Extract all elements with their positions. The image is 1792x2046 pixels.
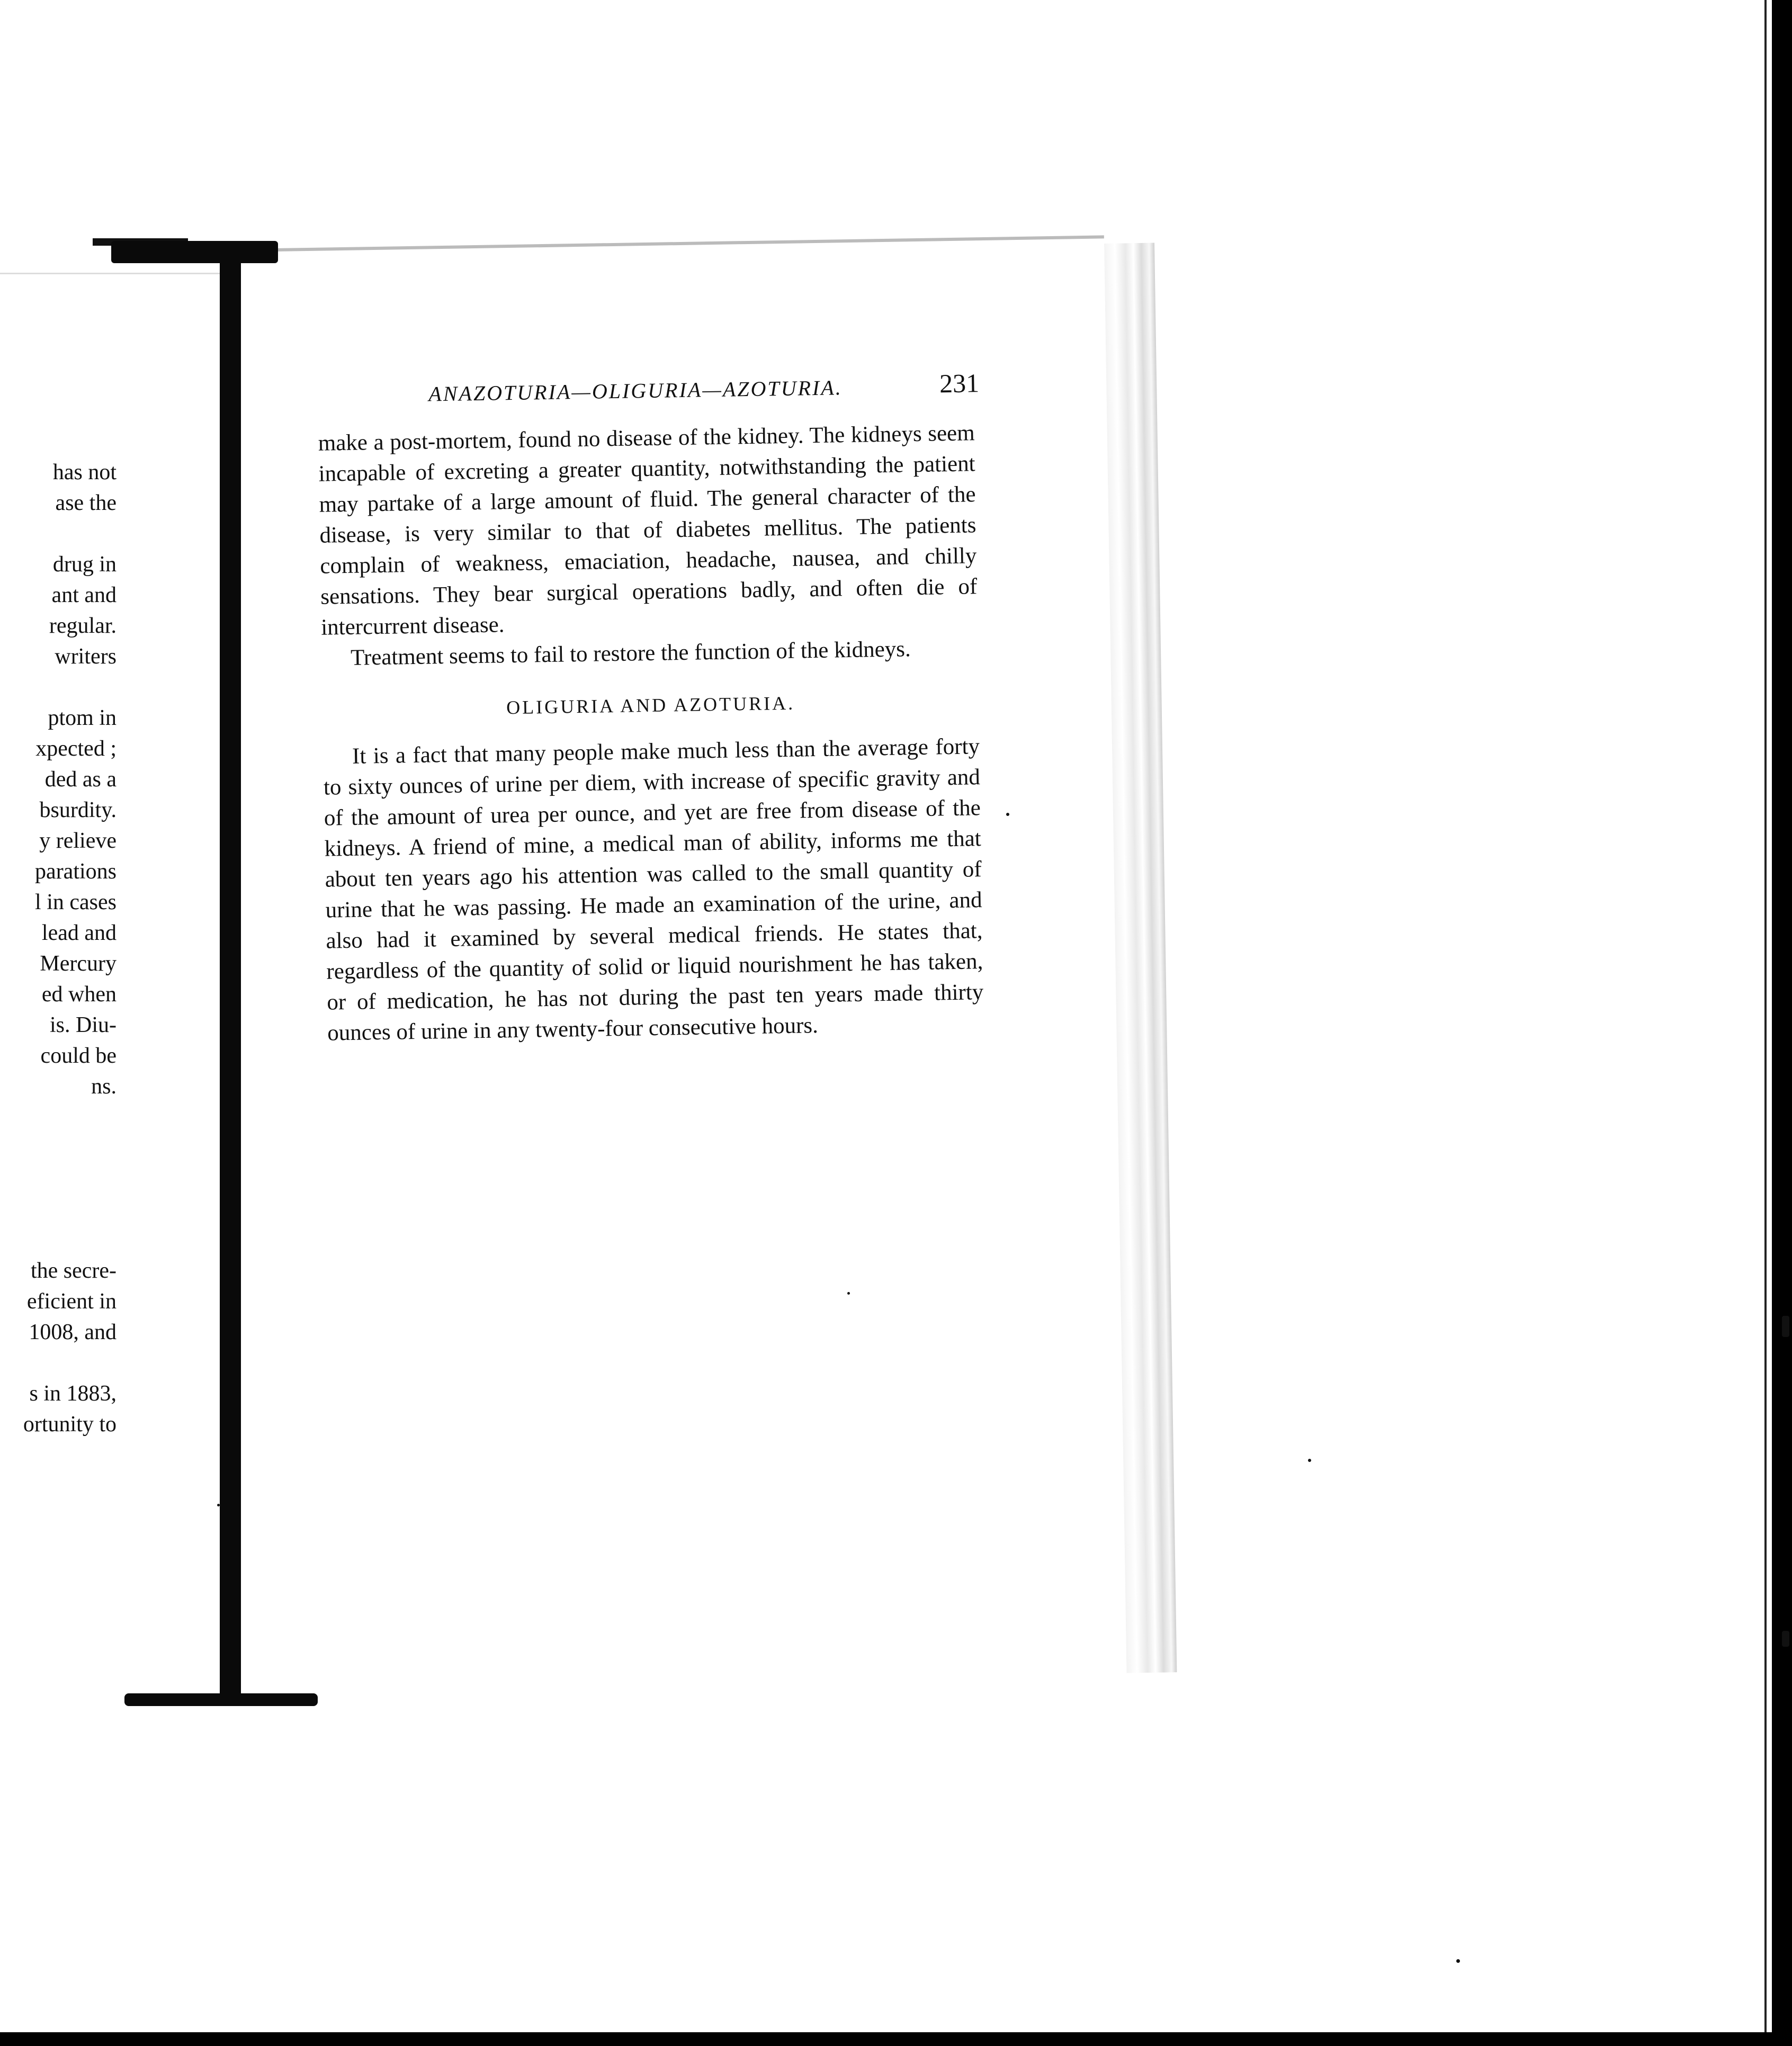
- left-page-line: ase the: [55, 491, 117, 515]
- binding-clamp-top: [111, 241, 278, 263]
- section-heading: OLIGURIA AND AZOTURIA.: [506, 692, 795, 719]
- left-page-line: eficient in: [26, 1289, 117, 1314]
- left-page-line: ns.: [91, 1074, 117, 1099]
- body-text: [318, 418, 984, 1048]
- page-number: 231: [939, 368, 980, 399]
- left-page-line: y relieve: [39, 829, 117, 853]
- left-page-line: drug in: [52, 552, 117, 577]
- paragraph: It is a fact that many people make much less than the average forty to sixty ounces of urine per diem, with increase of specific gravity and of the amount of urea per ounce, and yet are free from disease of the kidneys. A friend of mine, a medical man of ability, informs me that about ten years ago his attention was called to the small quantity of urine that he was passing. He made an examination of the urine, and also had it examined by several medical friends. He states that, regardless of the quantity of solid or liquid nourishment he has taken, or of medication, he has not during the past ten years made thirty ounces of urine in any twenty-four consecutive hours.: [323, 734, 984, 1046]
- left-page-line: regular.: [49, 614, 117, 638]
- frame-edge-right: [1772, 0, 1792, 2046]
- right-page: [241, 235, 1127, 1697]
- paragraph: Treatment seems to fail to restore the function of the kidneys.: [350, 636, 911, 670]
- left-page-line: ed when: [41, 982, 117, 1007]
- left-page-line: ptom in: [48, 706, 117, 730]
- running-head: ANAZOTURIA—OLIGURIA—AZOTURIA.: [428, 375, 843, 406]
- frame-notch: [1782, 1631, 1789, 1647]
- left-page-line: is. Diu-: [50, 1013, 117, 1037]
- dust-speck: [1308, 1459, 1311, 1462]
- paragraph: make a post-mortem, found no disease of the kidney. The kidneys seem incapable of excreting a greater quantity, notwithstanding the patient may partake of a large amount of fluid. The general character of the disease, is very similar to that of diabetes mellitus. The patients complain of weakness, emaciation, headache, nausea, and chilly sensations. They bear surgical operations badly, and often die of intercurrent disease.: [318, 420, 978, 640]
- left-page-line: xpected ;: [35, 737, 117, 761]
- left-page-line: parations: [35, 859, 117, 884]
- binding-clamp-bar: [220, 259, 241, 1702]
- left-page-line: ded as a: [44, 767, 117, 792]
- left-page-line: could be: [40, 1044, 117, 1068]
- left-page-line: has not: [52, 460, 117, 484]
- left-page-line: s in 1883,: [29, 1381, 117, 1406]
- frame-notch: [1782, 1316, 1789, 1337]
- left-page-line: the secre-: [30, 1259, 117, 1283]
- left-page-line: bsurdity.: [39, 798, 117, 822]
- left-page-line: 1008, and: [29, 1320, 117, 1344]
- binding-clamp-bottom: [124, 1693, 318, 1706]
- dust-speck: [217, 1504, 220, 1506]
- left-page-line: l in cases: [35, 890, 117, 914]
- left-page-line: Mercury: [40, 952, 117, 976]
- dust-speck: [1006, 813, 1009, 816]
- left-page-line: ortunity to: [23, 1412, 117, 1437]
- dust-speck: [847, 1292, 850, 1295]
- left-page: [0, 273, 222, 1704]
- frame-edge-bottom: [0, 2032, 1792, 2046]
- dust-speck: [1456, 1959, 1460, 1963]
- left-page-line: lead and: [41, 921, 117, 945]
- left-page-line: writers: [55, 644, 117, 669]
- left-page-line: ant and: [51, 583, 117, 607]
